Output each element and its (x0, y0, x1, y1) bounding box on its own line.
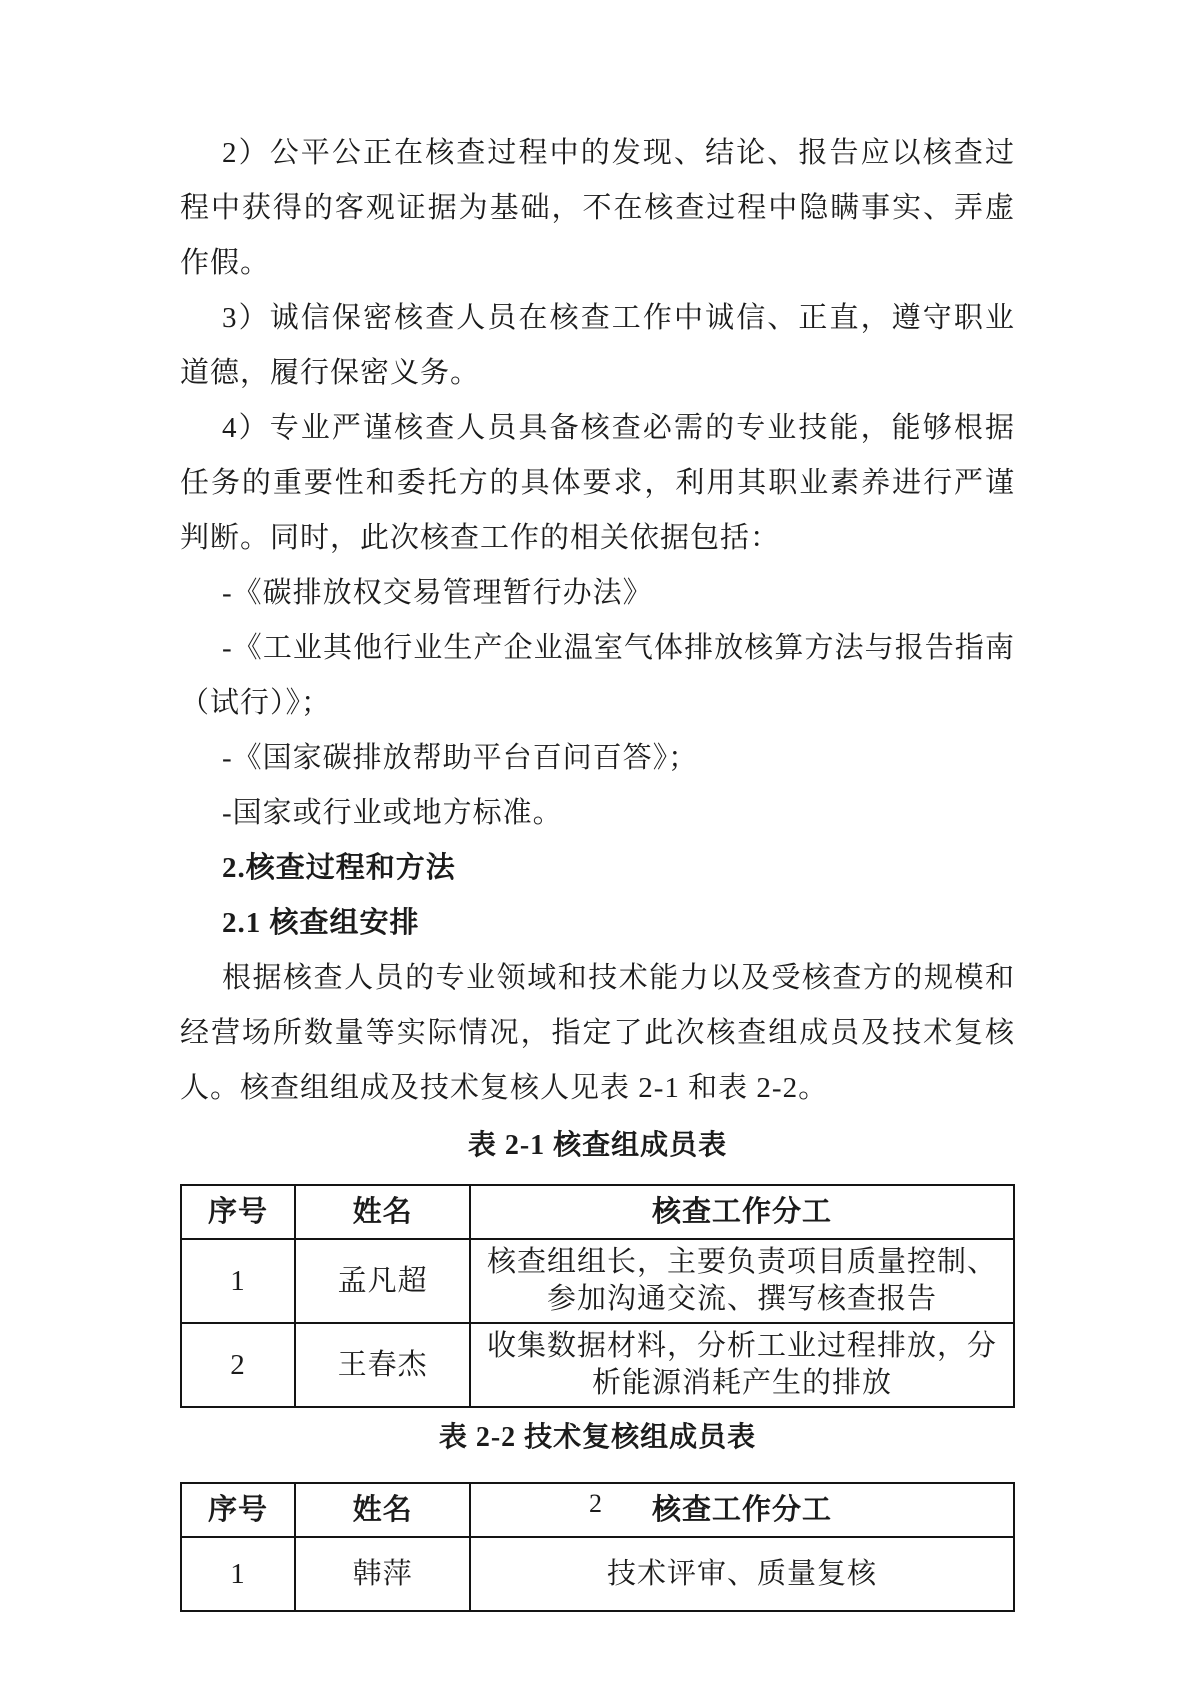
heading-section-2: 2.核查过程和方法 (222, 852, 456, 884)
column-header-index: 序号 (181, 1483, 295, 1537)
column-header-name: 姓名 (295, 1483, 470, 1537)
cell-index: 1 (181, 1239, 295, 1323)
document-content (180, 126, 1015, 1612)
cell-duty: 技术评审、质量复核 (470, 1537, 1014, 1611)
reference-item-qa-platform: -《国家碳排放帮助平台百问百答》； (222, 742, 699, 774)
column-header-index: 序号 (181, 1185, 295, 1239)
reference-item-accounting-guideline: -《工业其他行业生产企业温室气体排放核算方法与报告指南（试行）》； (180, 632, 1015, 719)
reference-item-standards: -国家或行业或地方标准。 (222, 797, 563, 829)
table-row (181, 1323, 1014, 1407)
column-header-duty: 核查工作分工 (470, 1185, 1014, 1239)
column-header-duty: 核查工作分工 (470, 1483, 1014, 1537)
cell-duty: 收集数据材料，分析工业过程排放，分析能源消耗产生的排放 (470, 1323, 1014, 1407)
reference-item-interim-measures: -《碳排放权交易管理暂行办法》 (222, 577, 653, 609)
cell-duty: 核查组组长，主要负责项目质量控制、参加沟通交流、撰写核查报告 (470, 1239, 1014, 1323)
cell-name: 王春杰 (295, 1323, 470, 1407)
table-row (181, 1239, 1014, 1323)
heading-section-2-1: 2.1 核查组安排 (222, 907, 420, 939)
cell-index: 1 (181, 1537, 295, 1611)
paragraph-fairness: 2）公平公正在核查过程中的发现、结论、报告应以核查过程中获得的客观证据为基础，不在核查过程中隐瞒事实、弄虚作假。 (180, 137, 1015, 279)
table-row (181, 1537, 1014, 1611)
paragraph-professional: 4）专业严谨核查人员具备核查必需的专业技能，能够根据任务的重要性和委托方的具体要求，利用其职业素养进行严谨判断。同时，此次核查工作的相关依据包括： (180, 412, 1015, 554)
column-header-name: 姓名 (295, 1185, 470, 1239)
cell-name: 孟凡超 (295, 1239, 470, 1323)
verification-team-table (180, 1184, 1015, 1408)
paragraph-team-arrangement: 根据核查人员的专业领域和技术能力以及受核查方的规模和经营场所数量等实际情况，指定了此次核查组成员及技术复核人。核查组组成及技术复核人见表 2-1 和表 2-2。 (180, 962, 1015, 1104)
cell-name: 韩萍 (295, 1537, 470, 1611)
paragraph-integrity: 3）诚信保密核查人员在核查工作中诚信、正直，遵守职业道德，履行保密义务。 (180, 302, 1015, 389)
page-number: 2 (589, 1489, 602, 1518)
table-header-row (181, 1185, 1014, 1239)
table-2-2-caption: 表 2-2 技术复核组成员表 (438, 1422, 757, 1453)
table-2-1-caption: 表 2-1 核查组成员表 (467, 1130, 728, 1161)
cell-index: 2 (181, 1323, 295, 1407)
